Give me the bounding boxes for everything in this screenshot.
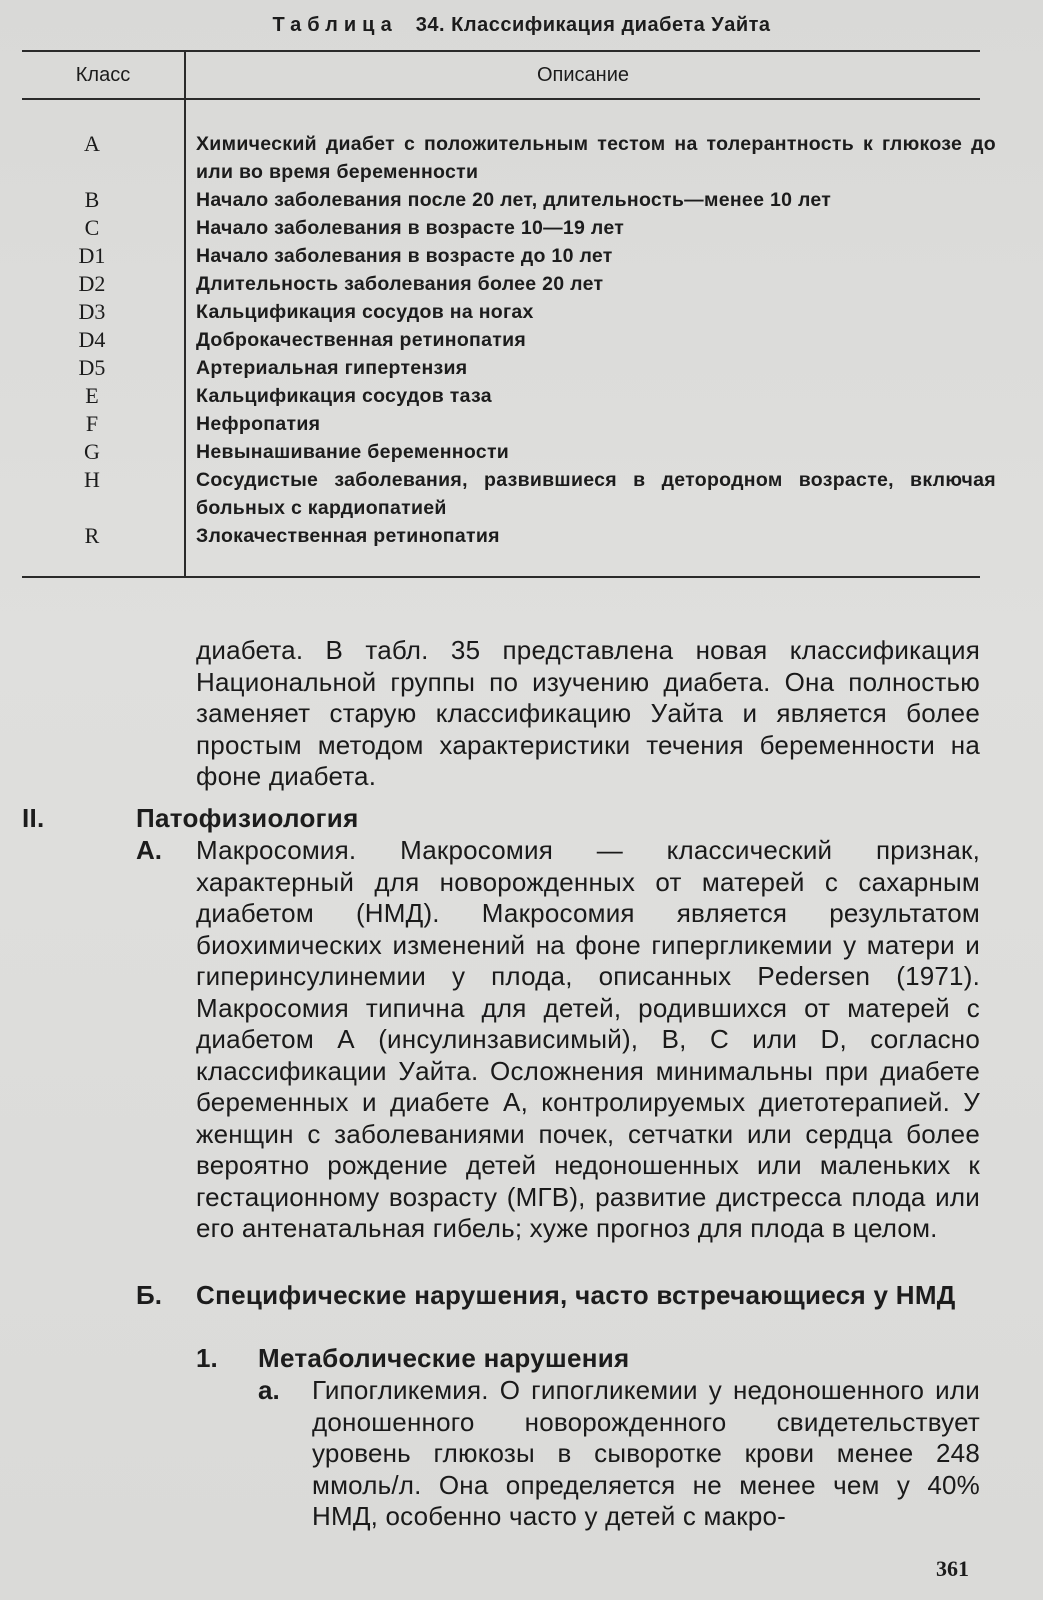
table-cell-class: C	[84, 215, 100, 240]
table-header-rule	[22, 98, 980, 100]
subsection-b-marker: Б.	[136, 1280, 162, 1310]
table-row	[22, 382, 1002, 410]
subsection-a-marker: А.	[136, 835, 162, 865]
table-bottom-rule	[22, 576, 980, 578]
table-row	[22, 466, 1002, 522]
table-cell-class: D4	[78, 327, 106, 352]
table-cell-class: E	[85, 383, 99, 408]
table-caption-word: Таблица	[272, 14, 398, 36]
table-cell-description: Начало заболевания в возрасте 10—19 лет	[196, 217, 625, 239]
table-cell-class: F	[85, 411, 99, 436]
table-cell-class: D2	[78, 271, 106, 296]
table-row	[22, 270, 1002, 298]
table-cell-description: Кальцификация сосудов на ногах	[196, 301, 534, 323]
table-row	[22, 354, 1002, 382]
table-row	[22, 242, 1002, 270]
intro-paragraph: диабета. В табл. 35 представлена новая классификация Национальной группы по изучению диабета. Она полностью заменяет старую классификацию Уайта и является более простым методом характеристики течения беременности на фоне диабета.	[196, 635, 980, 791]
table-cell-description: Химический диабет с положительным тестом на толерантность к глюкозе до или во время беременности	[196, 133, 996, 183]
table-cell-description: Длительность заболевания более 20 лет	[196, 273, 604, 295]
table-cell-description: Начало заболевания в возрасте до 10 лет	[196, 245, 613, 267]
table-cell-description: Нефропатия	[196, 413, 321, 435]
table-caption-title: 34. Классификация диабета Уайта	[415, 14, 771, 36]
table-row	[22, 298, 1002, 326]
column-header-class: Класс	[75, 64, 131, 86]
table-row	[22, 438, 1002, 466]
item-a-text: Гипогликемия. О гипогликемии у недоношенного или доношенного новорожденного свидетельствует уровень глюкозы в сыворотке крови менее 248 ммоль/л. Она определяется не менее чем у 40% НМД, особенно часто у детей с макро-	[312, 1375, 980, 1531]
table-cell-class: H	[84, 467, 100, 492]
table-cell-class: G	[84, 439, 100, 464]
table-cell-class: D1	[78, 243, 106, 268]
table-cell-class: A	[84, 131, 100, 156]
table-cell-class: B	[84, 187, 100, 212]
table-cell-class: D3	[78, 299, 106, 324]
table-cell-class: R	[84, 523, 100, 548]
table-cell-description: Артериальная гипертензия	[196, 357, 468, 379]
column-header-description: Описание	[536, 64, 630, 86]
table-cell-description: Сосудистые заболевания, развившиеся в детородном возрасте, включая больных с кардиопатией	[196, 469, 996, 519]
table-row	[22, 186, 1002, 214]
subsection-a-text: Макросомия. Макросомия — классический признак, характерный для новорожденных от матерей с сахарным диабетом (НМД). Макросомия является результатом биохимических изменений на фоне гипергликемии у матери и гиперинсулинемии у плода, описанных Pedersen (1971). Макросомия типична для детей, родившихся от матерей с диабетом А (инсулинзависимый), В, С или D, согласно классификации Уайта. Осложнения минимальны при диабете беременных и диабете А, контролируемых диетотерапией. У женщин с заболеваниями почек, сетчатки или сердца более вероятно рождение детей недоношенных или маленьких к гестационному возрасту (МГВ), развитие дистресса плода или его антенатальная гибель; хуже прогноз для плода в целом.	[196, 835, 980, 1243]
item-a-marker: а.	[258, 1375, 280, 1405]
table-cell-description: Невынашивание беременности	[196, 441, 510, 463]
item-1-title: Метаболические нарушения	[258, 1343, 630, 1373]
table-cell-description: Злокачественная ретинопатия	[196, 525, 500, 547]
table-cell-class: D5	[78, 355, 106, 380]
table-row	[22, 214, 1002, 242]
table-cell-description: Доброкачественная ретинопатия	[196, 329, 527, 351]
table-cell-description: Начало заболевания после 20 лет, длительность—менее 10 лет	[196, 189, 832, 211]
table-row	[22, 130, 1002, 186]
table-cell-description: Кальцификация сосудов таза	[196, 385, 492, 407]
page-number: 361	[936, 1556, 969, 1581]
item-1-marker: 1.	[196, 1343, 218, 1373]
table-row	[22, 326, 1002, 354]
table-top-rule	[22, 50, 980, 52]
subsection-b-title: Специфические нарушения, часто встречающиеся у НМД	[196, 1280, 956, 1310]
section-number: II.	[22, 803, 45, 833]
table-row	[22, 410, 1002, 438]
section-title: Патофизиология	[136, 803, 359, 833]
table-caption	[0, 14, 1043, 37]
table-row	[22, 522, 1002, 550]
